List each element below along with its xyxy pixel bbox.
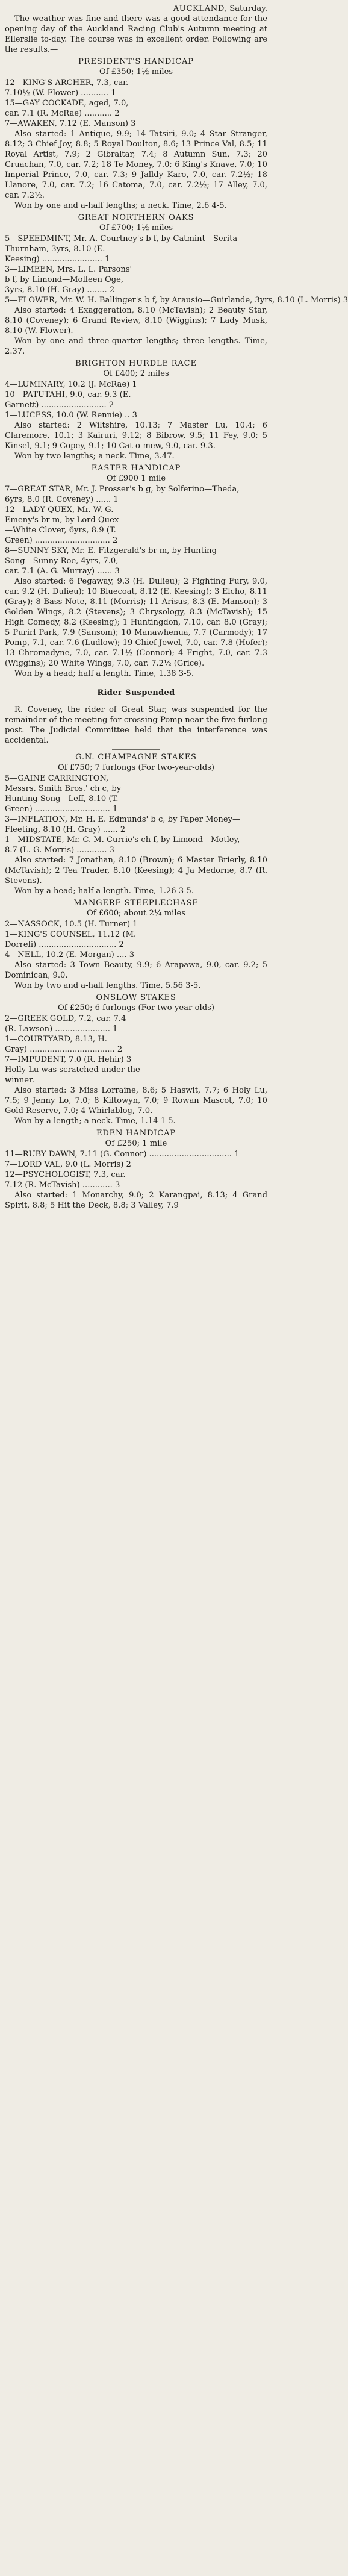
notice-body: R. Coveney, the rider of Great Star, was suspended for the remainder of the meeting for crossing Pomp near the five furlong post. The Judicial Committee held that the interference was accidental. xyxy=(5,705,267,745)
placing-line: 7—LORD VAL, 9.0 (L. Morris) 2 xyxy=(5,1160,131,1169)
race-block xyxy=(5,1128,267,1211)
placing-line: 2—NASSOCK, 10.5 (H. Turner) 1 xyxy=(5,920,138,929)
race-conditions: Of £350; 1½ miles xyxy=(99,67,173,76)
placing-line: Garnett) .......................... 2 xyxy=(5,401,114,410)
race-title: ONSLOW STAKES xyxy=(96,993,176,1002)
race-title: EASTER HANDICAP xyxy=(91,464,181,473)
race-title: PRESIDENT'S HANDICAP xyxy=(78,57,194,66)
placing-line: 7—AWAKEN, 7.12 (E. Manson) 3 xyxy=(5,119,136,128)
placing-line: Emeny's br m, by Lord Quex xyxy=(5,516,119,525)
race-conditions: Of £250; 1 mile xyxy=(105,1139,167,1148)
race-result-summary: Won by a head; half a length. Time, 1.38 3-5. xyxy=(14,669,194,678)
placing-line: 4—LUMINARY, 10.2 (J. McRae) 1 xyxy=(5,380,137,389)
race-conditions: Of £400; 2 miles xyxy=(103,369,169,378)
race-result-summary: Also started: 1 Monarchy, 9.0; 2 Karangpai, 8.13; 4 Grand Spirit, 8.8; 5 Hit the Deck, 8.8; 3 Valley, 7.9 xyxy=(5,1191,267,1210)
race-results-group xyxy=(5,57,348,679)
race-result-summary: Won by a length; a neck. Time, 1.14 1-5. xyxy=(14,1117,176,1126)
race-block xyxy=(5,213,348,357)
race-block xyxy=(5,993,267,1126)
also-started: Also started: 3 Miss Lorraine, 8.6; 5 Haswit, 7.7; 6 Holy Lu, 7.5; 9 Jenny Lo, 7.0; 8 Kiltowyn, 7.0; 9 Rowan Mascot, 7.0; 10 Gold Reserve, 7.0; 4 Whirlablog, 7.0. xyxy=(5,1086,267,1115)
also-started: Also started: 3 Town Beauty, 9.9; 6 Arapawa, 9.0, car. 9.2; 5 Dominican, 9.0. xyxy=(5,961,267,980)
placing-line: 2—GREEK GOLD, 7.2, car. 7.4 xyxy=(5,1014,126,1023)
placing-line: 4—NELL, 10.2 (E. Morgan) .... 3 xyxy=(5,950,135,959)
race-title: GREAT NORTHERN OAKS xyxy=(78,213,194,222)
race-title: EDEN HANDICAP xyxy=(96,1129,176,1138)
race-block xyxy=(5,898,267,991)
placing-line: Green) .............................. 2 xyxy=(5,536,118,545)
placing-line: 8.7 (L. G. Morris) ............ 3 xyxy=(5,846,114,855)
placing-line: Song—Sunny Roe, 4yrs, 7.0, xyxy=(5,557,119,566)
race-result-summary: Won by two lengths; a neck. Time, 3.47. xyxy=(14,452,175,461)
also-started: Also started: 4 Exaggeration, 8.10 (McTavish); 2 Beauty Star, 8.10 (Coveney); 6 Grand Review, 8.10 (Wiggins); 7 Lady Musk, 8.10 (W. Flower). xyxy=(5,306,267,335)
dateline-place: AUCKLAND xyxy=(173,4,225,13)
placing-line: 12—LADY QUEX, Mr. W. G. xyxy=(5,505,114,514)
race-title: MANGERE STEEPLECHASE xyxy=(73,899,199,908)
placing-line: 8—SUNNY SKY, Mr. E. Fitzgerald's br m, by Hunting xyxy=(5,546,217,555)
placing-line: 3yrs, 8.10 (H. Gray) ........ 2 xyxy=(5,285,115,295)
placing-line: 1—MIDSTATE, Mr. C. M. Currie's ch f, by Limond—Motley, xyxy=(5,835,240,844)
placing-line: —White Clover, 6yrs, 8.9 (T. xyxy=(5,526,116,535)
race-result-summary: Won by one and a-half lengths; a neck. Time, 2.6 4-5. xyxy=(14,201,227,210)
race-block xyxy=(5,752,267,896)
race-result-summary: Won by two and a-half lengths. Time, 5.56 3-5. xyxy=(14,981,201,990)
placing-line: 12—PSYCHOLOGIST, 7.3, car. xyxy=(5,1170,126,1179)
placing-line: Thurnham, 3yrs, 8.10 (E. xyxy=(5,245,105,254)
placing-line: car. 7.1 (R. McRae) ........... 2 xyxy=(5,109,120,118)
notice xyxy=(5,688,267,746)
placing-line: 6yrs, 8.0 (R. Coveney) ...... 1 xyxy=(5,495,119,504)
placing-line: 7—GREAT STAR, Mr. J. Prosser's b g, by Solferino—Theda, xyxy=(5,485,240,494)
race-conditions: Of £750; 7 furlongs (For two-year-olds) xyxy=(58,763,214,772)
placing-line: 11—RUBY DAWN, 7.11 (G. Connor) ................................. 1 xyxy=(5,1150,240,1159)
placing-line: 10—PATUTAHI, 9.0, car. 9.3 (E. xyxy=(5,390,131,399)
intro-paragraph: The weather was fine and there was a good attendance for the opening day of the Auckland Racing Club's Autumn meeting at Ellerslie to-day. The course was in excellent order. Following are the results.— xyxy=(5,14,267,54)
placing-line: 12—KING'S ARCHER, 7.3, car. xyxy=(5,78,129,87)
race-conditions: Of £250; 6 furlongs (For two-year-olds) xyxy=(58,1003,214,1012)
race-conditions: Of £600; about 2¼ miles xyxy=(86,909,185,918)
also-started: Also started: 6 Pegaway, 9.3 (H. Dulieu); 2 Fighting Fury, 9.0, car. 9.2 (H. Dulieu); 10 Bluecoat, 8.12 (E. Keesing); 3 Elcho, 8.11 (Gray); 8 Bass Note, 8.11 (Morris); 11 Arisus, 8.3 (E. Manson); 3 Golden Wings, 8.2 (Stevens); 3 Chrysology, 8.3 (McTavish); 15 High Comedy, 8.2 (Keesing); 1 Huntingdon, 7.10, car. 8.0 (Gray); 5 Purirl Park, 7.9 (Sansom); 10 Manawhenua, 7.7 (Carmody); 17 Pomp, 7.1, car. 7.6 (Ludlow); 19 Chief Jewel, 7.0, car. 7.8 (Hofer); 13 Chromadyne, 7.0, car. 7.1½ (Connor); 4 Fright, 7.0, car. 7.3 (Wiggins); 20 White Wings, 7.0, car. 7.2½ (Grice). xyxy=(5,577,267,668)
notice-title: Rider Suspended xyxy=(97,688,175,697)
placing-line: 15—GAY COCKADE, aged, 7.0, xyxy=(5,99,129,108)
race-conditions: Of £700; 1½ miles xyxy=(99,223,173,232)
placing-line: 3—INFLATION, Mr. H. E. Edmunds' b c, by Paper Money— xyxy=(5,815,241,824)
placing-line: Fleeting, 8.10 (H. Gray) ...... 2 xyxy=(5,825,126,834)
placing-line: 5—SPEEDMINT, Mr. A. Courtney's b f, by Catmint—Serita xyxy=(5,234,238,243)
race-block xyxy=(5,358,267,461)
placing-line: (R. Lawson) ...................... 1 xyxy=(5,1024,118,1034)
dateline: AUCKLAND, Saturday. xyxy=(173,4,267,13)
placing-line: 5—FLOWER, Mr. W. H. Ballinger's b f, by Arausio—Guirlande, 3yrs, 8.10 (L. Morris) 3 xyxy=(5,296,348,305)
placing-line: Keesing) ........................ 1 xyxy=(5,255,110,264)
placing-line: 1—KING'S COUNSEL, 11.12 (M. xyxy=(5,930,137,939)
dateline-day: Saturday. xyxy=(229,4,267,13)
placing-line: car. 7.1 (A. G. Murray) ...... 3 xyxy=(5,567,120,576)
placing-line: 7—IMPUDENT, 7.0 (R. Hehir) 3 xyxy=(5,1055,132,1064)
race-title: G.N. CHAMPAGNE STAKES xyxy=(75,753,197,762)
placing-line: 7.12 (R. McTavish) ............ 3 xyxy=(5,1180,120,1190)
placing-line: 1—COURTYARD, 8.13, H. xyxy=(5,1035,107,1044)
race-result-summary: Won by one and three-quarter lengths; three lengths. Time, 2.37. xyxy=(5,337,267,356)
placing-line: Holly Lu was scratched under the xyxy=(5,1065,140,1074)
placing-line: Gray) .................................. 2 xyxy=(5,1045,123,1054)
placing-line: 1—LUCESS, 10.0 (W. Rennie) .. 3 xyxy=(5,411,137,420)
race-title: BRIGHTON HURDLE RACE xyxy=(75,359,197,368)
race-result-summary: Won by a head; half a length. Time, 1.26 3-5. xyxy=(14,887,194,896)
placing-line: Green) .............................. 1 xyxy=(5,805,118,814)
placing-line: winner. xyxy=(5,1076,34,1085)
race-results-group xyxy=(5,752,267,1211)
placing-line: Hunting Song—Leff, 8.10 (T. xyxy=(5,794,119,803)
also-started: Also started: 1 Antique, 9.9; 14 Tatsiri, 9.0; 4 Star Stranger, 8.12; 3 Chief Joy, 8.8; 5 Royal Doulton, 8.6; 13 Prince Val, 8.5; 11 Royal Artist, 7.9; 2 Gibraltar, 7.4; 8 Autumn Sun, 7.3; 20 Cruachan, 7.0, car. 7.2; 18 Te Money, 7.0; 6 King's Knave, 7.0; 10 Imperial Prince, 7.0, car. 7.3; 9 Jalldy Karo, 7.0, car. 7.2½; 18 Llanore, 7.0, car. 7.2; 16 Catoma, 7.0, car. 7.2½; 17 Alley, 7.0, car. 7.2½. xyxy=(5,129,267,200)
race-conditions: Of £900 1 mile xyxy=(106,474,166,483)
placing-line: 3—LIMEEN, Mrs. L. L. Parsons' xyxy=(5,265,132,274)
placing-line: Messrs. Smith Bros.' ch c, by xyxy=(5,784,122,793)
race-block xyxy=(5,57,267,211)
placing-line: b f, by Limond—Molleen Oge, xyxy=(5,275,124,284)
also-started: Also started: 7 Jonathan, 8.10 (Brown); 6 Master Brierly, 8.10 (McTavish); 2 Tea Trader, 8.10 (Keesing); 4 Ja Medorne, 8.7 (R. Stevens). xyxy=(5,856,267,885)
placing-line: Dorreli) ............................... 2 xyxy=(5,940,124,949)
notice-end-divider xyxy=(112,749,160,750)
also-started: Also started: 2 Wiltshire, 10.13; 7 Master Lu, 10.4; 6 Claremore, 10.1; 3 Kairuri, 9.12; 8 Bibrow, 9.5; 11 Fey, 9.0; 5 Kinsel, 9.1; 9 Copey, 9.1; 10 Cat-o-mew, 9.0, car. 9.3. xyxy=(5,421,267,451)
placing-line: 5—GAINE CARRINGTON, xyxy=(5,774,109,783)
race-block xyxy=(5,463,267,679)
placing-line: 7.10½ (W. Flower) ........... 1 xyxy=(5,89,116,98)
